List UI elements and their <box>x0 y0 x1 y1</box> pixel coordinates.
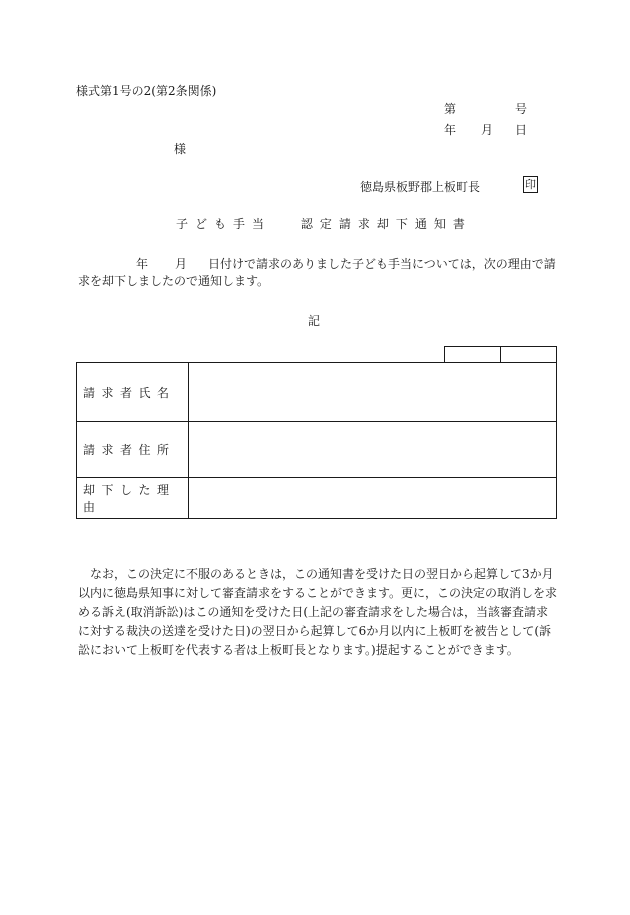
table-row <box>77 478 557 519</box>
rejection-reason-field[interactable] <box>189 478 557 519</box>
document-number-prefix: 第 <box>444 102 457 116</box>
notice-line: める訴え(取消訴訟)はこの通知を受けた日(上記の審査請求をした場合は，当該審査請求 <box>78 605 549 619</box>
notice-line: 訟において上板町を代表する者は上板町長となります。)提起することができます。 <box>78 643 519 657</box>
row-label-rejection-reason: 却下した理由 <box>77 478 189 519</box>
body-year: 年 <box>136 257 149 271</box>
reference-box-divider <box>500 347 501 362</box>
notice-line: 以内に徳島県知事に対して審査請求をすることができます。更に，この決定の取消しを求 <box>78 586 558 600</box>
table-row <box>77 422 557 478</box>
date-day: 日 <box>515 123 528 137</box>
seal-mark: 印 <box>525 178 536 191</box>
notice-line: に対する裁決の送達を受けた日)の翌日から起算して6か月以内に上板町を被告として(訴 <box>78 624 552 638</box>
row-label-claimant-name: 請求者氏名 <box>77 363 189 422</box>
body-line-1: 日付けで請求のありました子ども手当については，次の理由で請 <box>208 257 556 271</box>
document-title: 子ども手当 認定請求却下通知書 <box>176 217 472 231</box>
ki-heading: 記 <box>308 314 321 328</box>
document-number <box>444 101 528 117</box>
table-row <box>77 363 557 422</box>
claimant-name-field[interactable] <box>189 363 557 422</box>
date-year: 年 <box>444 123 457 137</box>
claimant-address-field[interactable] <box>189 422 557 478</box>
reference-boxes <box>444 346 557 362</box>
form-number: 様式第1号の2(第2条関係) <box>76 84 217 98</box>
addressee: 様 <box>174 142 187 156</box>
rejection-table <box>76 362 557 519</box>
appeal-notice <box>78 565 556 660</box>
document-number-suffix: 号 <box>515 102 528 116</box>
body-paragraph <box>78 256 556 290</box>
document-date <box>444 122 528 138</box>
row-label-claimant-address: 請求者住所 <box>77 422 189 478</box>
body-line-2: 求を却下しましたので通知します。 <box>78 274 270 288</box>
issuer-name: 徳島県板野郡上板町長 <box>360 180 481 194</box>
notice-line: なお，この決定に不服のあるときは，この通知書を受けた日の翌日から起算して3か月 <box>78 567 554 581</box>
body-month: 月 <box>175 257 188 271</box>
date-month: 月 <box>481 123 494 137</box>
